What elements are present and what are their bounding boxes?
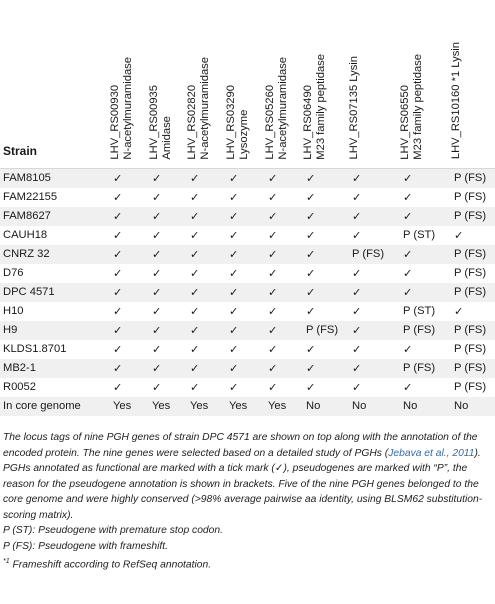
value-cell: ✓ bbox=[346, 283, 397, 302]
table-row bbox=[0, 321, 495, 340]
value-cell: ✓ bbox=[223, 207, 262, 226]
gene-header bbox=[300, 0, 346, 168]
value-cell: ✓ bbox=[262, 340, 300, 359]
value-cell: Yes bbox=[223, 397, 262, 416]
strain-cell: CNRZ 32 bbox=[0, 245, 107, 264]
gene-header-text bbox=[348, 56, 361, 159]
gene-header-line: LHV_RS00930 bbox=[109, 84, 121, 160]
gene-header-text bbox=[186, 57, 212, 160]
table-row bbox=[0, 264, 495, 283]
value-cell: ✓ bbox=[107, 207, 146, 226]
value-cell: ✓ bbox=[262, 302, 300, 321]
value-cell: ✓ bbox=[262, 168, 300, 188]
table-row bbox=[0, 188, 495, 207]
value-cell: ✓ bbox=[300, 264, 346, 283]
footnote-text: ). PGHs annotated as functional are marked with a tick mark (✓), pseudogenes are marked with “P”, the reason for the pseudogene annotation is shown in brackets. Five of the nine PGH genes belonged to the core genome and were highly conserved (>98% average pairwise aa identity, using BLSM62 substitution-scoring matrix). bbox=[3, 447, 483, 521]
value-cell: ✓ bbox=[184, 245, 223, 264]
value-cell: ✓ bbox=[300, 340, 346, 359]
value-cell: ✓ bbox=[107, 321, 146, 340]
gene-header bbox=[448, 0, 495, 168]
value-cell: P (ST) bbox=[397, 226, 448, 245]
strain-cell: D76 bbox=[0, 264, 107, 283]
value-cell: ✓ bbox=[107, 340, 146, 359]
value-cell: ✓ bbox=[262, 188, 300, 207]
value-cell: ✓ bbox=[107, 188, 146, 207]
strain-cell: R0052 bbox=[0, 378, 107, 397]
table-row bbox=[0, 359, 495, 378]
value-cell: ✓ bbox=[146, 302, 184, 321]
gene-header-text bbox=[264, 57, 290, 160]
strain-header: Strain bbox=[3, 143, 38, 158]
value-cell: ✓ bbox=[300, 359, 346, 378]
value-cell: Yes bbox=[107, 397, 146, 416]
value-cell: ✓ bbox=[448, 226, 495, 245]
header-row bbox=[0, 0, 495, 168]
value-cell: ✓ bbox=[184, 302, 223, 321]
table-row bbox=[0, 397, 495, 416]
table-row bbox=[0, 340, 495, 359]
gene-header bbox=[107, 0, 146, 168]
table-row bbox=[0, 378, 495, 397]
value-cell: ✓ bbox=[184, 207, 223, 226]
gene-header-text bbox=[302, 54, 328, 160]
gene-header-line: M23 family peptidase bbox=[315, 53, 327, 160]
strain-cell: H10 bbox=[0, 302, 107, 321]
value-cell: ✓ bbox=[300, 302, 346, 321]
value-cell: ✓ bbox=[397, 264, 448, 283]
value-cell: ✓ bbox=[262, 359, 300, 378]
strain-cell: H9 bbox=[0, 321, 107, 340]
value-cell: ✓ bbox=[346, 207, 397, 226]
value-cell: ✓ bbox=[346, 188, 397, 207]
gene-header bbox=[146, 0, 184, 168]
value-cell: P (FS) bbox=[448, 340, 495, 359]
value-cell: No bbox=[300, 397, 346, 416]
table-footnote bbox=[3, 430, 491, 573]
value-cell: ✓ bbox=[262, 245, 300, 264]
value-cell: P (FS) bbox=[448, 359, 495, 378]
footnote-fs: P (FS): Pseudogene with frameshift. bbox=[3, 540, 169, 552]
value-cell: ✓ bbox=[346, 378, 397, 397]
gene-header-text bbox=[450, 42, 463, 159]
value-cell: Yes bbox=[184, 397, 223, 416]
value-cell: ✓ bbox=[146, 188, 184, 207]
gene-header-line: M23 family peptidase bbox=[412, 53, 424, 160]
gene-header bbox=[262, 0, 300, 168]
footnote-refseq bbox=[3, 554, 491, 573]
value-cell: ✓ bbox=[107, 226, 146, 245]
value-cell: P (FS) bbox=[300, 321, 346, 340]
strain-cell: KLDS1.8701 bbox=[0, 340, 107, 359]
value-cell: ✓ bbox=[107, 302, 146, 321]
value-cell: ✓ bbox=[184, 378, 223, 397]
gene-header-text bbox=[109, 57, 135, 160]
value-cell: ✓ bbox=[300, 168, 346, 188]
gene-header-line: LHV_RS02820 bbox=[186, 84, 198, 160]
value-cell: ✓ bbox=[262, 264, 300, 283]
value-cell: ✓ bbox=[262, 226, 300, 245]
value-cell: ✓ bbox=[346, 359, 397, 378]
value-cell: P (ST) bbox=[397, 302, 448, 321]
strain-cell: DPC 4571 bbox=[0, 283, 107, 302]
value-cell: ✓ bbox=[107, 264, 146, 283]
value-cell: ✓ bbox=[300, 188, 346, 207]
gene-header-text bbox=[148, 85, 174, 160]
value-cell: ✓ bbox=[223, 245, 262, 264]
value-cell: ✓ bbox=[184, 168, 223, 188]
gene-header-line: LHV_RS03290 bbox=[225, 84, 237, 160]
gene-header-line: LHV_RS10160 *1 Lysin bbox=[450, 42, 462, 160]
value-cell: ✓ bbox=[300, 245, 346, 264]
value-cell: ✓ bbox=[262, 283, 300, 302]
value-cell: P (FS) bbox=[448, 168, 495, 188]
value-cell: ✓ bbox=[107, 245, 146, 264]
value-cell: ✓ bbox=[146, 321, 184, 340]
gene-header-line: N-acetylmuramidase bbox=[277, 56, 289, 160]
gene-header bbox=[346, 0, 397, 168]
value-cell: ✓ bbox=[300, 207, 346, 226]
gene-header bbox=[397, 0, 448, 168]
value-cell: ✓ bbox=[107, 168, 146, 188]
table-row bbox=[0, 283, 495, 302]
value-cell: P (FS) bbox=[346, 245, 397, 264]
value-cell: No bbox=[397, 397, 448, 416]
value-cell: ✓ bbox=[146, 378, 184, 397]
value-cell: P (FS) bbox=[397, 321, 448, 340]
footnote-marker: *1 bbox=[3, 558, 10, 565]
value-cell: ✓ bbox=[346, 340, 397, 359]
value-cell: ✓ bbox=[262, 321, 300, 340]
value-cell: ✓ bbox=[107, 378, 146, 397]
value-cell: P (FS) bbox=[448, 283, 495, 302]
value-cell: ✓ bbox=[346, 226, 397, 245]
strain-cell: CAUH18 bbox=[0, 226, 107, 245]
footnote-st: P (ST): Pseudogene with premature stop codon. bbox=[3, 525, 223, 536]
value-cell: P (FS) bbox=[448, 188, 495, 207]
gene-header-line: LHV_RS07135 Lysin bbox=[348, 56, 360, 160]
value-cell: ✓ bbox=[223, 340, 262, 359]
value-cell: ✓ bbox=[184, 226, 223, 245]
value-cell: ✓ bbox=[346, 168, 397, 188]
gene-header-line: LHV_RS05260 bbox=[264, 84, 276, 160]
value-cell: ✓ bbox=[346, 302, 397, 321]
value-cell: ✓ bbox=[184, 188, 223, 207]
value-cell: ✓ bbox=[146, 359, 184, 378]
value-cell: ✓ bbox=[223, 321, 262, 340]
table-row bbox=[0, 168, 495, 188]
value-cell: ✓ bbox=[262, 207, 300, 226]
value-cell: ✓ bbox=[146, 245, 184, 264]
value-cell: P (FS) bbox=[448, 245, 495, 264]
value-cell: ✓ bbox=[397, 378, 448, 397]
strain-cell: FAM22155 bbox=[0, 188, 107, 207]
value-cell: ✓ bbox=[262, 378, 300, 397]
gene-header bbox=[184, 0, 223, 168]
value-cell: ✓ bbox=[300, 378, 346, 397]
value-cell: ✓ bbox=[397, 168, 448, 188]
value-cell: ✓ bbox=[146, 264, 184, 283]
table-row bbox=[0, 226, 495, 245]
strain-cell: FAM8627 bbox=[0, 207, 107, 226]
value-cell: ✓ bbox=[146, 226, 184, 245]
gene-header bbox=[223, 0, 262, 168]
value-cell: ✓ bbox=[448, 302, 495, 321]
value-cell: ✓ bbox=[184, 340, 223, 359]
value-cell: ✓ bbox=[397, 340, 448, 359]
value-cell: ✓ bbox=[107, 283, 146, 302]
value-cell: P (FS) bbox=[397, 359, 448, 378]
value-cell: ✓ bbox=[146, 168, 184, 188]
value-cell: ✓ bbox=[223, 302, 262, 321]
value-cell: ✓ bbox=[397, 245, 448, 264]
value-cell: ✓ bbox=[223, 226, 262, 245]
value-cell: ✓ bbox=[346, 264, 397, 283]
value-cell: ✓ bbox=[223, 264, 262, 283]
value-cell: ✓ bbox=[223, 283, 262, 302]
gene-header-line: LHV_RS06490 bbox=[302, 84, 314, 160]
value-cell: ✓ bbox=[300, 226, 346, 245]
value-cell: ✓ bbox=[184, 264, 223, 283]
gene-header-line: LHV_RS06550 bbox=[399, 84, 411, 160]
table-body bbox=[0, 168, 495, 416]
footnote-text: Frameshift according to RefSeq annotation. bbox=[9, 559, 212, 571]
value-cell: P (FS) bbox=[448, 321, 495, 340]
value-cell: ✓ bbox=[397, 188, 448, 207]
value-cell: ✓ bbox=[146, 207, 184, 226]
value-cell: Yes bbox=[146, 397, 184, 416]
gene-header-text bbox=[225, 85, 251, 160]
value-cell: ✓ bbox=[184, 359, 223, 378]
strain-cell: FAM8105 bbox=[0, 168, 107, 188]
value-cell: ✓ bbox=[397, 283, 448, 302]
value-cell: ✓ bbox=[397, 207, 448, 226]
gene-header-line: Amidase bbox=[161, 115, 173, 160]
value-cell: No bbox=[448, 397, 495, 416]
citation-link[interactable]: Jebava et al., 2011 bbox=[388, 447, 475, 459]
value-cell: ✓ bbox=[223, 168, 262, 188]
value-cell: ✓ bbox=[223, 378, 262, 397]
value-cell: ✓ bbox=[300, 283, 346, 302]
value-cell: ✓ bbox=[146, 283, 184, 302]
gene-header-line: N-acetylmuramidase bbox=[122, 56, 134, 160]
footnote-description bbox=[3, 430, 491, 523]
value-cell: P (FS) bbox=[448, 378, 495, 397]
value-cell: P (FS) bbox=[448, 207, 495, 226]
value-cell: No bbox=[346, 397, 397, 416]
value-cell: P (FS) bbox=[448, 264, 495, 283]
table-row bbox=[0, 245, 495, 264]
value-cell: ✓ bbox=[146, 340, 184, 359]
value-cell: ✓ bbox=[223, 188, 262, 207]
strain-cell: In core genome bbox=[0, 397, 107, 416]
gene-header-line: Lysozyme bbox=[238, 109, 250, 160]
strain-cell: MB2-1 bbox=[0, 359, 107, 378]
value-cell: ✓ bbox=[107, 359, 146, 378]
value-cell: ✓ bbox=[346, 321, 397, 340]
value-cell: ✓ bbox=[184, 283, 223, 302]
gene-header-text bbox=[399, 54, 425, 160]
gene-header-line: N-acetylmuramidase bbox=[199, 56, 211, 160]
table-row bbox=[0, 302, 495, 321]
value-cell: Yes bbox=[262, 397, 300, 416]
value-cell: ✓ bbox=[223, 359, 262, 378]
value-cell: ✓ bbox=[184, 321, 223, 340]
footnote-text: The locus tags of nine PGH genes of strain DPC 4571 are shown on top along with the annotation of the encoded protein. The nine genes were selected based on a detailed study of PGHs ( bbox=[3, 432, 478, 459]
gene-header-line: LHV_RS00935 bbox=[148, 84, 160, 160]
table-row bbox=[0, 207, 495, 226]
